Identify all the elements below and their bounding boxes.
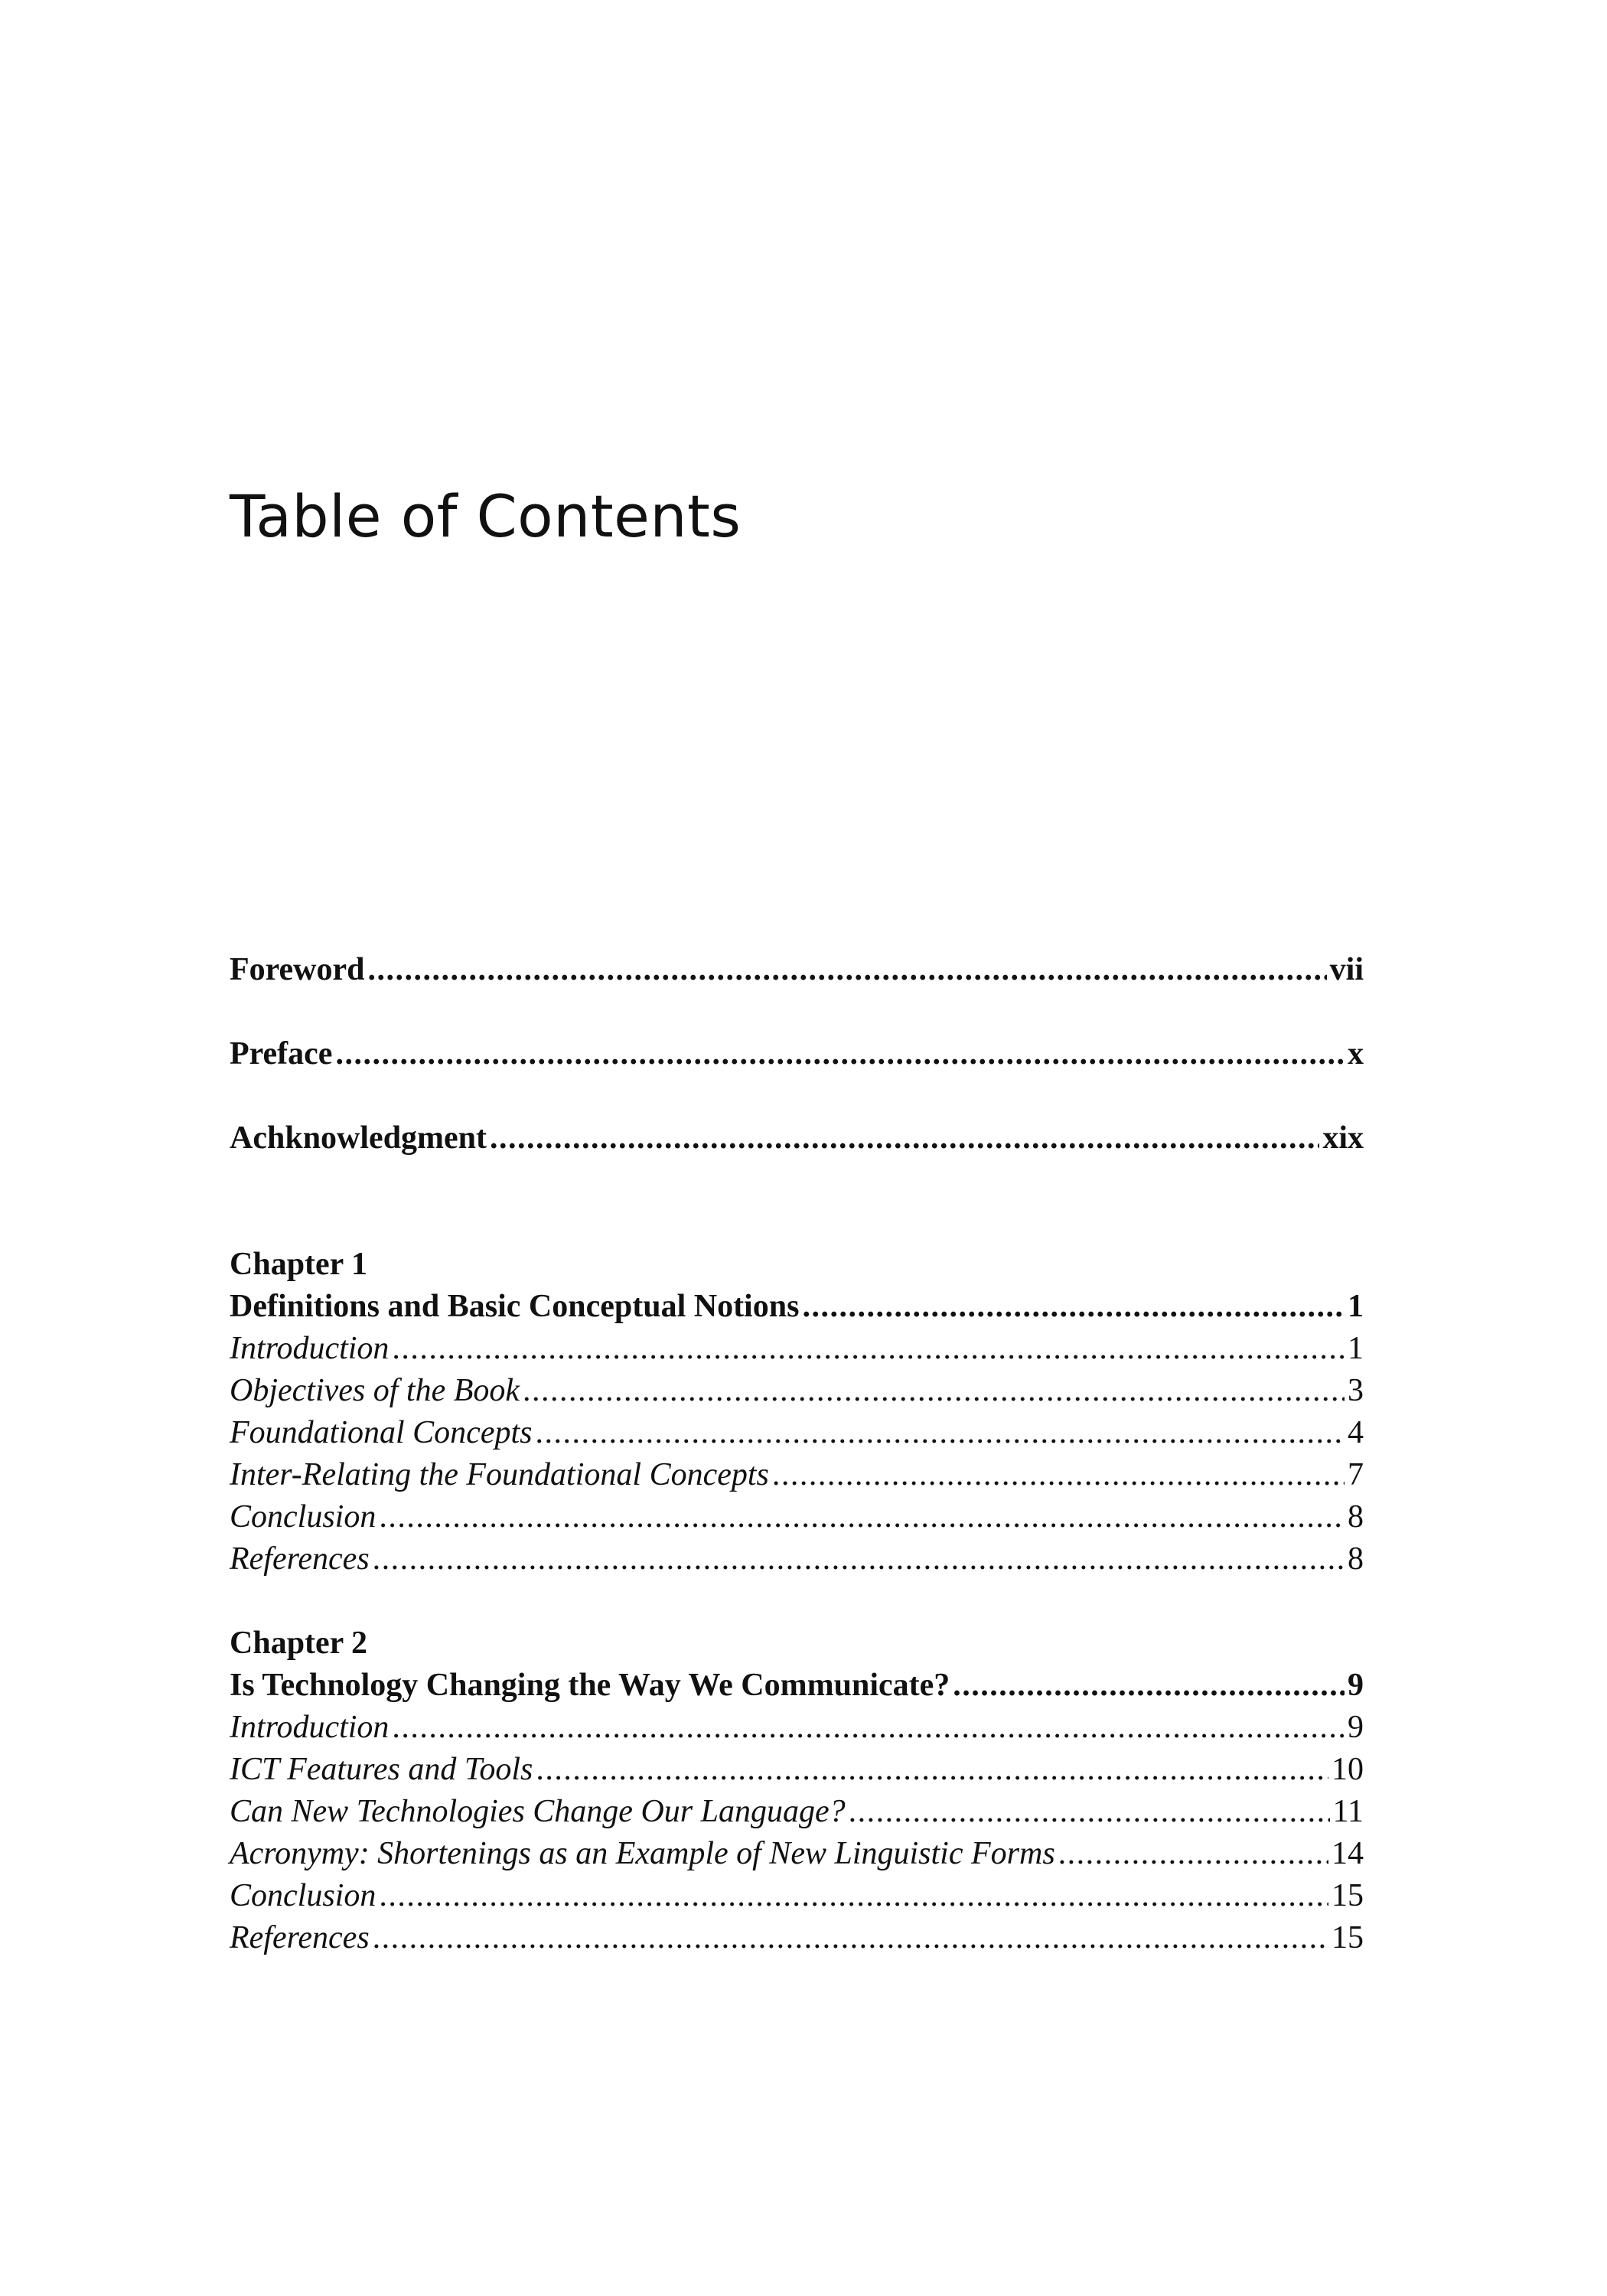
dot-leader: [536, 1749, 1328, 1791]
chapter-1-block: [230, 1244, 1364, 1580]
section-label: References: [230, 1541, 370, 1577]
dot-leader: [802, 1286, 1345, 1328]
toc-entry-foreword[interactable]: [230, 949, 1364, 991]
section-page: 8: [1348, 1499, 1364, 1534]
section-label: ICT Features and Tools: [230, 1752, 533, 1787]
chapter-title-entry[interactable]: [230, 1286, 1364, 1328]
section-label: References: [230, 1920, 370, 1955]
section-label: Conclusion: [230, 1878, 376, 1913]
section-entry[interactable]: [230, 1749, 1364, 1791]
dot-leader: [392, 1328, 1345, 1370]
section-label: Objectives of the Book: [230, 1373, 520, 1408]
section-page: 1: [1348, 1331, 1364, 1366]
chapter-title: Definitions and Basic Conceptual Notions: [230, 1289, 800, 1324]
section-page: 15: [1332, 1920, 1364, 1955]
section-entry[interactable]: [230, 1917, 1364, 1959]
section-entry[interactable]: [230, 1833, 1364, 1875]
dot-leader: [1058, 1833, 1328, 1875]
section-page: 4: [1348, 1415, 1364, 1450]
dot-leader: [373, 1538, 1345, 1580]
section-page: 9: [1348, 1710, 1364, 1745]
section-label: Conclusion: [230, 1499, 376, 1534]
section-label: Can New Technologies Change Our Language?: [230, 1794, 846, 1829]
toc-entry-acknowledgment[interactable]: [230, 1117, 1364, 1159]
section-page: 14: [1332, 1836, 1364, 1871]
section-entry[interactable]: [230, 1496, 1364, 1538]
dot-leader: [523, 1370, 1345, 1412]
chapter-label: Chapter 1: [230, 1247, 368, 1282]
toc-entry-label: Preface: [230, 1036, 333, 1071]
section-page: 11: [1332, 1794, 1364, 1829]
chapter-title: Is Technology Changing the Way We Communicate?: [230, 1668, 950, 1703]
section-entry[interactable]: [230, 1454, 1364, 1496]
table-of-contents: [230, 949, 1364, 1959]
section-label: Acronymy: Shortenings as an Example of New Linguistic Forms: [230, 1836, 1055, 1871]
section-entry[interactable]: [230, 1791, 1364, 1833]
toc-entry-preface[interactable]: [230, 1033, 1364, 1075]
dot-leader: [373, 1917, 1328, 1959]
section-page: 15: [1332, 1878, 1364, 1913]
section-page: 7: [1348, 1457, 1364, 1492]
section-page: 8: [1348, 1541, 1364, 1577]
section-label: Inter-Relating the Foundational Concepts: [230, 1457, 769, 1492]
section-entry[interactable]: [230, 1875, 1364, 1917]
dot-leader: [490, 1117, 1319, 1159]
toc-entry-page: vii: [1329, 952, 1364, 987]
toc-entry-label: Foreword: [230, 952, 365, 987]
toc-entry-label: Achknowledgment: [230, 1120, 487, 1156]
dot-leader: [379, 1496, 1345, 1538]
toc-entry-page: x: [1348, 1036, 1364, 1071]
toc-entry-page: xix: [1322, 1120, 1364, 1156]
page-title: Table of Contents: [230, 482, 742, 550]
chapter-title-entry[interactable]: [230, 1665, 1364, 1707]
dot-leader: [392, 1707, 1345, 1749]
dot-leader: [379, 1875, 1328, 1917]
dot-leader: [772, 1454, 1345, 1496]
section-label: Introduction: [230, 1710, 390, 1745]
toc-entry-page: 9: [1348, 1668, 1364, 1703]
section-page: 3: [1348, 1373, 1364, 1408]
section-entry[interactable]: [230, 1707, 1364, 1749]
dot-leader: [368, 949, 1327, 991]
dot-leader: [335, 1033, 1345, 1075]
section-entry[interactable]: [230, 1538, 1364, 1580]
dot-leader: [535, 1412, 1345, 1454]
section-label: Foundational Concepts: [230, 1415, 533, 1450]
section-page: 10: [1332, 1752, 1364, 1787]
chapter-2-block: [230, 1623, 1364, 1959]
section-entry[interactable]: [230, 1328, 1364, 1370]
section-entry[interactable]: [230, 1412, 1364, 1454]
toc-entry-page: 1: [1348, 1289, 1364, 1324]
section-label: Introduction: [230, 1331, 390, 1366]
chapter-label: Chapter 2: [230, 1626, 368, 1661]
dot-leader: [953, 1665, 1345, 1707]
dot-leader: [849, 1791, 1330, 1833]
section-entry[interactable]: [230, 1370, 1364, 1412]
